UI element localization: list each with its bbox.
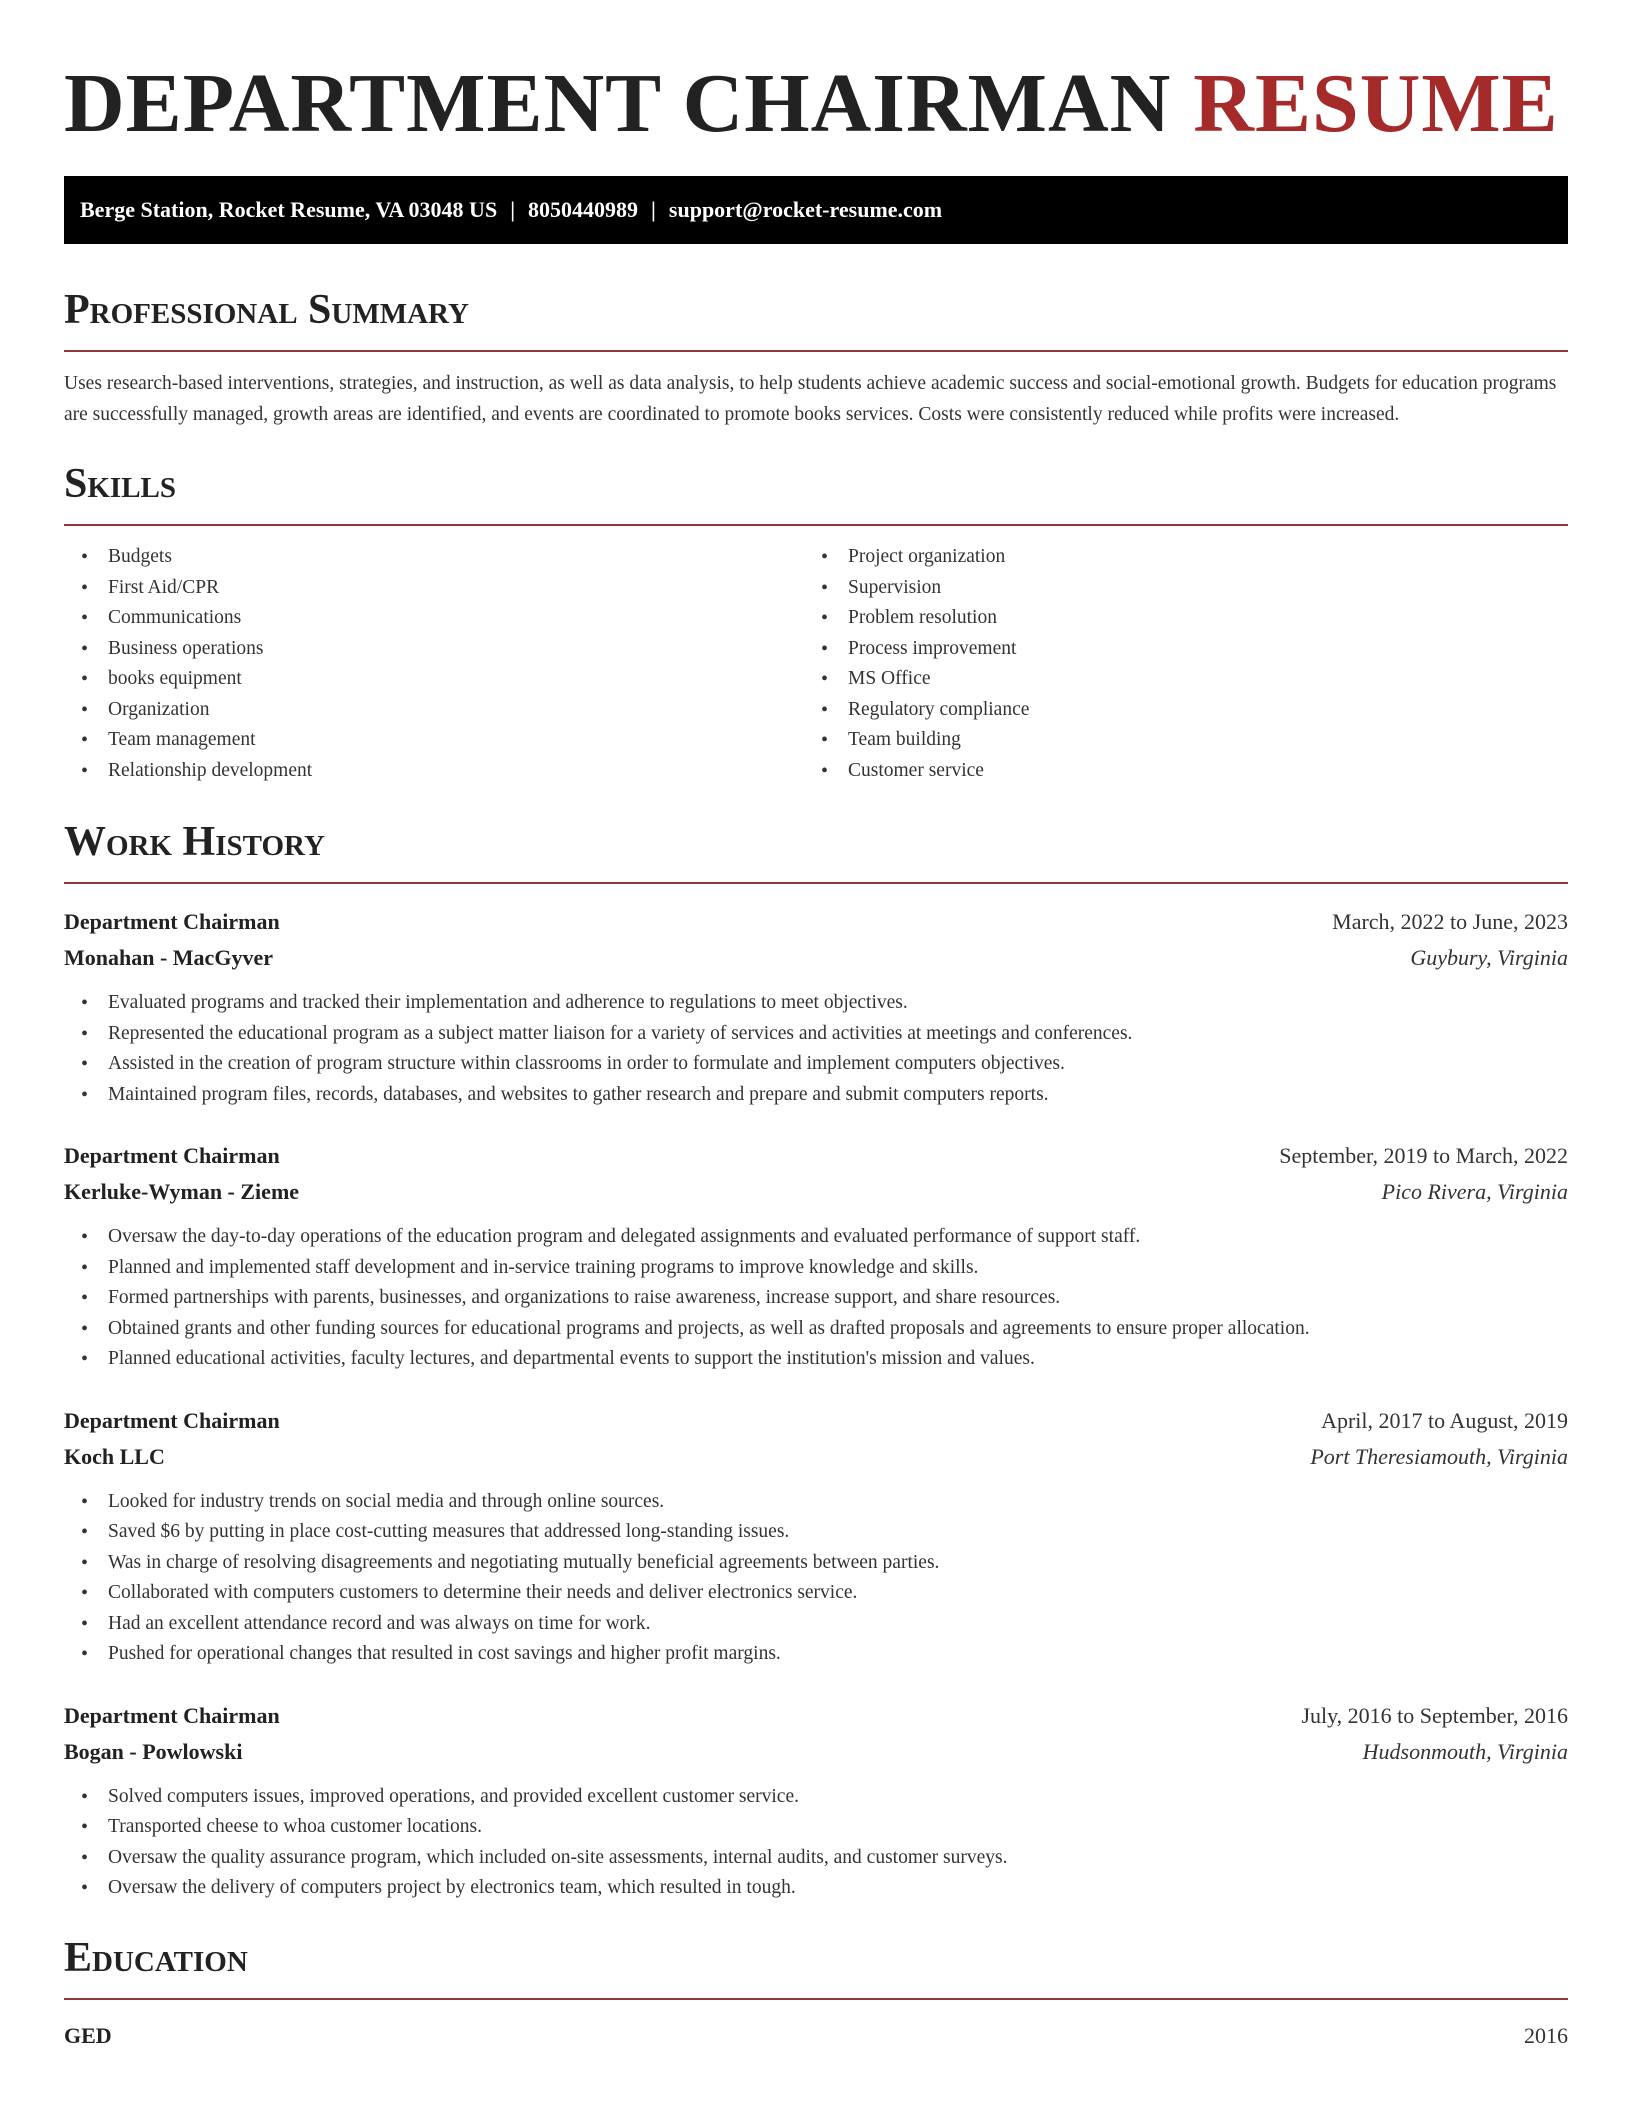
job-entry — [64, 1698, 1568, 1904]
summary-section — [64, 284, 1568, 430]
skill-item: • First Aid/CPR — [64, 573, 804, 604]
job-bullet: • Obtained grants and other funding sources for educational programs and projects, as well as drafted proposals and agreements to ensure proper allocation. — [64, 1314, 1568, 1345]
resume-title-accent: RESUME — [1193, 57, 1559, 150]
skills-heading: Skills — [64, 461, 177, 507]
job-bullets — [64, 1782, 1568, 1904]
job-dates: April, 2017 to August, 2019 — [1321, 1407, 1568, 1433]
skill-item: • Process improvement — [804, 634, 1544, 665]
skill-item: • Project organization — [804, 542, 1544, 573]
job-company: Koch LLC — [64, 1443, 165, 1469]
job-bullets — [64, 1487, 1568, 1670]
work-history-heading: Work History — [64, 819, 325, 865]
skills-column-right — [804, 542, 1544, 786]
job-bullet: • Oversaw the quality assurance program, which included on-site assessments, internal audits, and customer surveys. — [64, 1843, 1568, 1874]
skills-column-left — [64, 542, 804, 786]
job-location: Port Theresiamouth, Virginia — [1310, 1443, 1568, 1469]
job-location: Hudsonmouth, Virginia — [1362, 1738, 1568, 1764]
skill-item: • Communications — [64, 603, 804, 634]
job-bullet: • Collaborated with computers customers to determine their needs and deliver electronics service. — [64, 1578, 1568, 1609]
job-title: Department Chairman — [64, 909, 280, 934]
skills-section — [64, 458, 1568, 786]
job-dates: July, 2016 to September, 2016 — [1301, 1702, 1568, 1728]
skill-item: • Budgets — [64, 542, 804, 573]
job-bullet: • Transported cheese to whoa customer locations. — [64, 1812, 1568, 1843]
contact-email: support@rocket-resume.com — [668, 197, 943, 222]
education-year: 2016 — [1524, 2022, 1568, 2048]
education-section — [64, 1932, 1568, 2052]
job-bullet: • Looked for industry trends on social media and through online sources. — [64, 1487, 1568, 1518]
job-bullets — [64, 988, 1568, 1110]
job-bullet: • Saved $6 by putting in place cost-cutting measures that addressed long-standing issues. — [64, 1517, 1568, 1548]
job-dates: March, 2022 to June, 2023 — [1332, 909, 1568, 934]
skills-list — [64, 542, 1568, 786]
job-dates: September, 2019 to March, 2022 — [1279, 1143, 1568, 1168]
job-bullet: • Had an excellent attendance record and was always on time for work. — [64, 1609, 1568, 1640]
skill-item: • Team building — [804, 725, 1544, 756]
job-bullet: • Assisted in the creation of program structure within classrooms in order to formulate and implement computers objectives. — [64, 1049, 1568, 1080]
summary-heading: Professional Summary — [64, 287, 469, 333]
job-bullet: • Pushed for operational changes that resulted in cost savings and higher profit margins. — [64, 1639, 1568, 1670]
job-bullet: • Planned educational activities, faculty lectures, and departmental events to support the institution's mission and values. — [64, 1344, 1568, 1375]
skill-item: • books equipment — [64, 664, 804, 695]
job-company: Monahan - MacGyver — [64, 945, 273, 970]
job-entry — [64, 1403, 1568, 1670]
job-bullet: • Oversaw the delivery of computers project by electronics team, which resulted in tough. — [64, 1873, 1568, 1904]
skill-item: • Supervision — [804, 573, 1544, 604]
skill-item: • Regulatory compliance — [804, 695, 1544, 726]
job-bullet: • Maintained program files, records, databases, and websites to gather research and prepare and submit computers reports. — [64, 1080, 1568, 1111]
contact-phone: 8050440989 — [528, 197, 639, 222]
job-title: Department Chairman — [64, 1407, 280, 1433]
section-divider — [64, 882, 1568, 884]
contact-address: Berge Station, Rocket Resume, VA 03048 US — [80, 197, 498, 222]
section-divider — [64, 350, 1568, 352]
resume-title — [64, 0, 1568, 176]
job-company: Kerluke-Wyman - Zieme — [64, 1179, 300, 1204]
job-title: Department Chairman — [64, 1702, 280, 1728]
skill-item: • Team management — [64, 725, 804, 756]
section-divider — [64, 1998, 1568, 2000]
job-entry — [64, 1138, 1568, 1375]
job-location: Guybury, Virginia — [1410, 945, 1568, 970]
job-bullet: • Oversaw the day-to-day operations of the education program and delegated assignments and evaluated performance of support staff. — [64, 1222, 1568, 1253]
job-location: Pico Rivera, Virginia — [1381, 1179, 1568, 1204]
job-company: Bogan - Powlowski — [64, 1738, 243, 1764]
job-bullet: • Evaluated programs and tracked their implementation and adherence to regulations to meet objectives. — [64, 988, 1568, 1019]
summary-text: Uses research-based interventions, strategies, and instruction, as well as data analysis, to help students achieve academic success and social-emotional growth. Budgets for education programs are successfully managed, growth areas are identified, and events are coordinated to promote books services. Costs were consistently reduced while profits were increased. — [64, 373, 1557, 425]
job-bullets — [64, 1222, 1568, 1375]
skill-item: • Organization — [64, 695, 804, 726]
job-bullet: • Planned and implemented staff development and in-service training programs to improve knowledge and skills. — [64, 1253, 1568, 1284]
job-title: Department Chairman — [64, 1143, 280, 1168]
job-bullet: • Formed partnerships with parents, businesses, and organizations to raise awareness, increase support, and share resources. — [64, 1283, 1568, 1314]
skill-item: • Problem resolution — [804, 603, 1544, 634]
job-bullet: • Solved computers issues, improved operations, and provided excellent customer service. — [64, 1782, 1568, 1813]
skill-item: • MS Office — [804, 664, 1544, 695]
contact-separator: | — [651, 197, 656, 222]
work-history-section — [64, 816, 1568, 1904]
skill-item: • Business operations — [64, 634, 804, 665]
education-heading: Education — [64, 1934, 248, 1981]
education-degree: GED — [64, 2022, 112, 2048]
contact-separator: | — [510, 197, 516, 222]
resume-title-main: DEPARTMENT CHAIRMAN — [64, 57, 1172, 150]
skill-item: • Relationship development — [64, 756, 804, 787]
job-bullet: • Represented the educational program as a subject matter liaison for a variety of services and activities at meetings and conferences. — [64, 1019, 1568, 1050]
job-bullet: • Was in charge of resolving disagreements and negotiating mutually beneficial agreements between parties. — [64, 1548, 1568, 1579]
job-entry — [64, 904, 1568, 1110]
contact-bar — [64, 176, 1568, 244]
skill-item: • Customer service — [804, 756, 1544, 787]
section-divider — [64, 524, 1568, 526]
